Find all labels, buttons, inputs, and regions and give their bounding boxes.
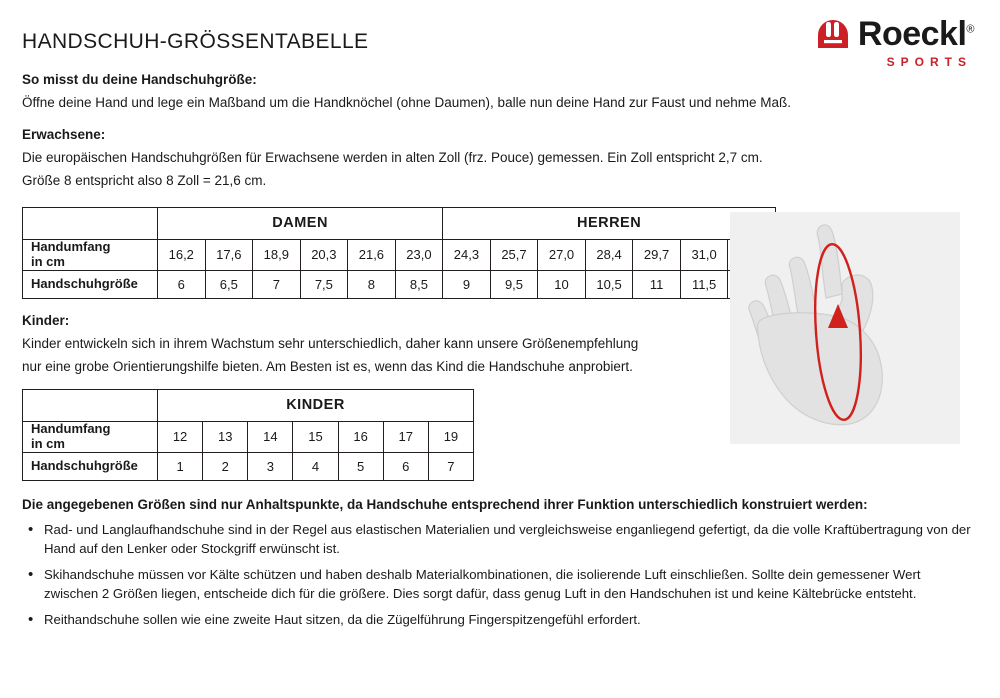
kids-corner-cell [23,389,158,421]
kids-circumference-cell: 14 [248,421,293,452]
notes-list [22,520,978,630]
kids-glove-size-cell: 5 [338,452,383,480]
roeckl-emblem-icon [814,15,852,53]
kids-circumference-cell: 12 [158,421,203,452]
kids-circumference-cell: 16 [338,421,383,452]
kids-circumference-cell: 19 [428,421,473,452]
logo-top-row [814,15,974,53]
intro-heading: So misst du deine Handschuhgröße: [22,72,257,87]
adults-glove-size-cell: 8 [348,270,396,298]
note-bullet-item: • Skihandschuhe müssen vor Kälte schützen und haben deshalb Materialkombinationen, die isolierende Luft einschließen. Sollte dein gemessener Wert zwischen 2 Größen liegen, entscheide dich für die größere. Dies sorgt dafür, dass genug Luft in den Handschuhen ist und keine Kältebrücke entsteht. [22,565,978,603]
roeckl-logo [724,14,974,70]
kids-row-label-circumference: Handumfang in cm [23,421,158,452]
adults-circumference-cell: 18,9 [253,239,301,270]
kids-heading: Kinder: [22,312,70,328]
kids-glove-size-cell: 1 [158,452,203,480]
adults-circumference-cell: 23,0 [395,239,443,270]
hand-measuring-illustration [730,212,960,444]
kids-glove-size-cell: 7 [428,452,473,480]
adults-circumference-cell: 17,6 [205,239,253,270]
adults-size-table [22,207,776,299]
adults-group-herren: HERREN [443,207,776,239]
kids-row-label-glove-size: Handschuhgröße [23,452,158,480]
kids-circumference-cell: 15 [293,421,338,452]
adults-circumference-cell: 24,3 [443,239,491,270]
kids-circumference-cell: 13 [203,421,248,452]
notes-section [22,497,978,630]
kids-glove-size-cell: 3 [248,452,293,480]
logo-registered-mark: ® [966,23,974,36]
adults-row-label-circumference: Handumfang in cm [23,239,158,270]
notes-title: Die angegebenen Größen sind nur Anhaltspunkte, da Handschuhe entsprechend ihrer Funktion unterschiedlich konstruiert werden: [22,496,868,512]
adults-circumference-cell: 29,7 [633,239,681,270]
adults-glove-size-cell: 11 [633,270,681,298]
kids-size-table [22,389,474,481]
adults-glove-size-cell: 10 [538,270,586,298]
adults-glove-size-cell: 6 [158,270,206,298]
adults-glove-size-cell: 6,5 [205,270,253,298]
adults-glove-size-cell: 10,5 [585,270,633,298]
adults-glove-size-cell: 7,5 [300,270,348,298]
logo-wordmark: Roeckl® [857,15,974,53]
adults-line-1: Die europäischen Handschuhgrößen für Erwachsene werden in alten Zoll (frz. Pouce) gemessen. Ein Zoll entspricht 2,7 cm. [22,149,763,165]
adults-corner-cell [23,207,158,239]
adults-circumference-cell: 16,2 [158,239,206,270]
kids-group-header: KINDER [158,389,474,421]
adults-group-damen: DAMEN [158,207,443,239]
adults-glove-size-cell: 9 [443,270,491,298]
adults-circumference-cell: 28,4 [585,239,633,270]
kids-glove-size-cell: 4 [293,452,338,480]
adults-glove-size-cell: 11,5 [680,270,728,298]
page-title: HANDSCHUH-GRÖSSENTABELLE [22,30,369,53]
intro-text: Öffne deine Hand und lege ein Maßband um die Handknöchel (ohne Daumen), balle nun deine Hand zur Faust und nehme Maß. [22,95,791,110]
adults-circumference-cell: 21,6 [348,239,396,270]
note-bullet-item: • Reithandschuhe sollen wie eine zweite Haut sitzen, da die Zügelführung Fingerspitzengefühl erfordert. [22,610,978,629]
kids-line-1: Kinder entwickeln sich in ihrem Wachstum sehr unterschiedlich, daher kann unsere Größenempfehlung [22,335,639,351]
adults-line-2: Größe 8 entspricht also 8 Zoll = 21,6 cm. [22,173,267,189]
adults-circumference-cell: 20,3 [300,239,348,270]
logo-subtitle: SPORTS [886,55,972,69]
adults-heading: Erwachsene: [22,126,106,142]
adults-row-label-glove-size: Handschuhgröße [23,270,158,298]
adults-circumference-cell: 31,0 [680,239,728,270]
kids-glove-size-cell: 6 [383,452,428,480]
adults-glove-size-cell: 8,5 [395,270,443,298]
adults-glove-size-cell: 9,5 [490,270,538,298]
kids-glove-size-cell: 2 [203,452,248,480]
kids-line-2: nur eine grobe Orientierungshilfe bieten. Am Besten ist es, wenn das Kind die Handschuhe anprobiert. [22,359,633,375]
adults-circumference-cell: 25,7 [490,239,538,270]
adults-circumference-cell: 27,0 [538,239,586,270]
note-bullet-item: • Rad- und Langlaufhandschuhe sind in der Regel aus elastischen Materialien und vergleichsweise enganliegend gefertigt, da die volle Kraftübertragung von der Hand auf den Lenker oder Stockgriff erwünscht ist. [22,520,978,558]
kids-circumference-cell: 17 [383,421,428,452]
adults-glove-size-cell: 7 [253,270,301,298]
